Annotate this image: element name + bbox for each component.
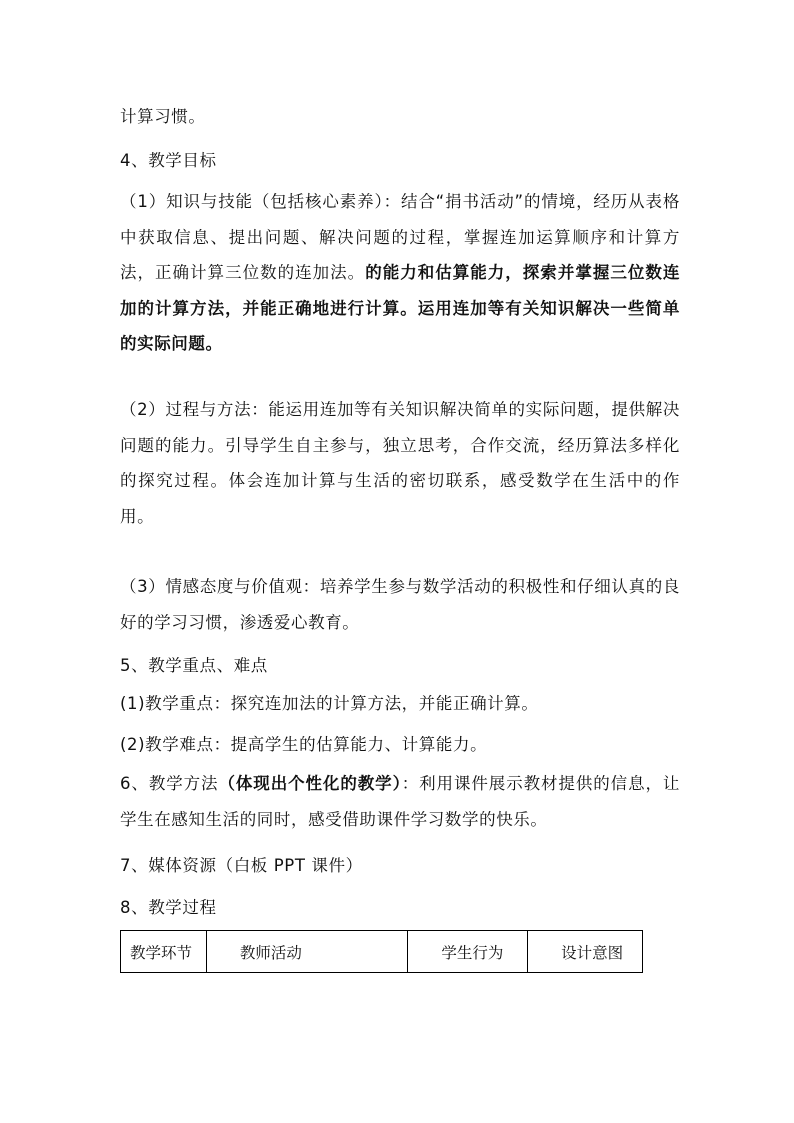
media-resources [120, 848, 680, 884]
heading-teaching-goals [120, 143, 680, 179]
header-cell-stage [121, 931, 207, 973]
difficult-point [120, 727, 680, 763]
media-text: 7、媒体资源（白板 PPT 课件） [120, 856, 363, 875]
header-cell-intent [528, 931, 643, 973]
goal-process-method [120, 392, 680, 534]
header-text: 设计意图 [561, 943, 624, 962]
header-text: 教师活动 [239, 943, 302, 962]
header-cell-student [408, 931, 528, 973]
teaching-process-table [120, 930, 643, 973]
heading-text: 8、教学过程 [120, 898, 217, 917]
header-text: 学生行为 [441, 943, 504, 962]
difficult-point-text: (2)教学难点：提高学生的估算能力、计算能力。 [120, 735, 488, 754]
goal-emotion-text: （3）情感态度与价值观：培养学生参与数学活动的积极性和仔细认真的良好的学习习惯，渗透爱心教育。 [120, 577, 680, 632]
heading-teaching-process [120, 890, 680, 926]
heading-text: 5、教学重点、难点 [120, 656, 268, 675]
key-point-text: (1)教学重点：探究连加法的计算方法，并能正确计算。 [120, 694, 539, 713]
header-text: 教学环节 [130, 943, 193, 962]
goal-knowledge-skills [120, 184, 680, 362]
heading-text: 4、教学目标 [120, 151, 217, 170]
text-continuation: 计算习惯。 [120, 107, 206, 126]
goal-emotion-values [120, 569, 680, 640]
heading-key-points [120, 648, 680, 684]
teaching-method [120, 766, 680, 837]
goal-process-text: （2）过程与方法：能运用连加等有关知识解决简单的实际问题，提供解决问题的能力。引导学生自主参与，独立思考，合作交流，经历算法多样化的探究过程。体会连加计算与生活的密切联系，感受数学在生活中的作用。 [120, 400, 680, 526]
paragraph-continuation [120, 99, 680, 135]
goal-knowledge-bold-text: 的能力和估算能力，探索并掌握三位数连加的计算方法，并能正确地进行计算。运用连加等有关知识解决一些简单的实际问题。 [120, 263, 680, 353]
method-label: 6、教学方法 [120, 774, 219, 793]
goal-knowledge-text: （1）知识与技能（包括核心素养）：结合“捐书活动”的情境，经历从表格中获取信息、提出问题、解决问题的过程，掌握连加运算顺序和计算方法，正确计算三位数的连加法。 [120, 192, 680, 282]
key-point [120, 686, 680, 722]
method-bold-note: （体现出个性化的教学） [218, 774, 402, 793]
header-cell-teacher [206, 931, 408, 973]
method-text: ：利用课件展示教材提供的信息，让学生在感知生活的同时，感受借助课件学习数学的快乐。 [120, 774, 680, 829]
table-header-row [121, 931, 643, 973]
